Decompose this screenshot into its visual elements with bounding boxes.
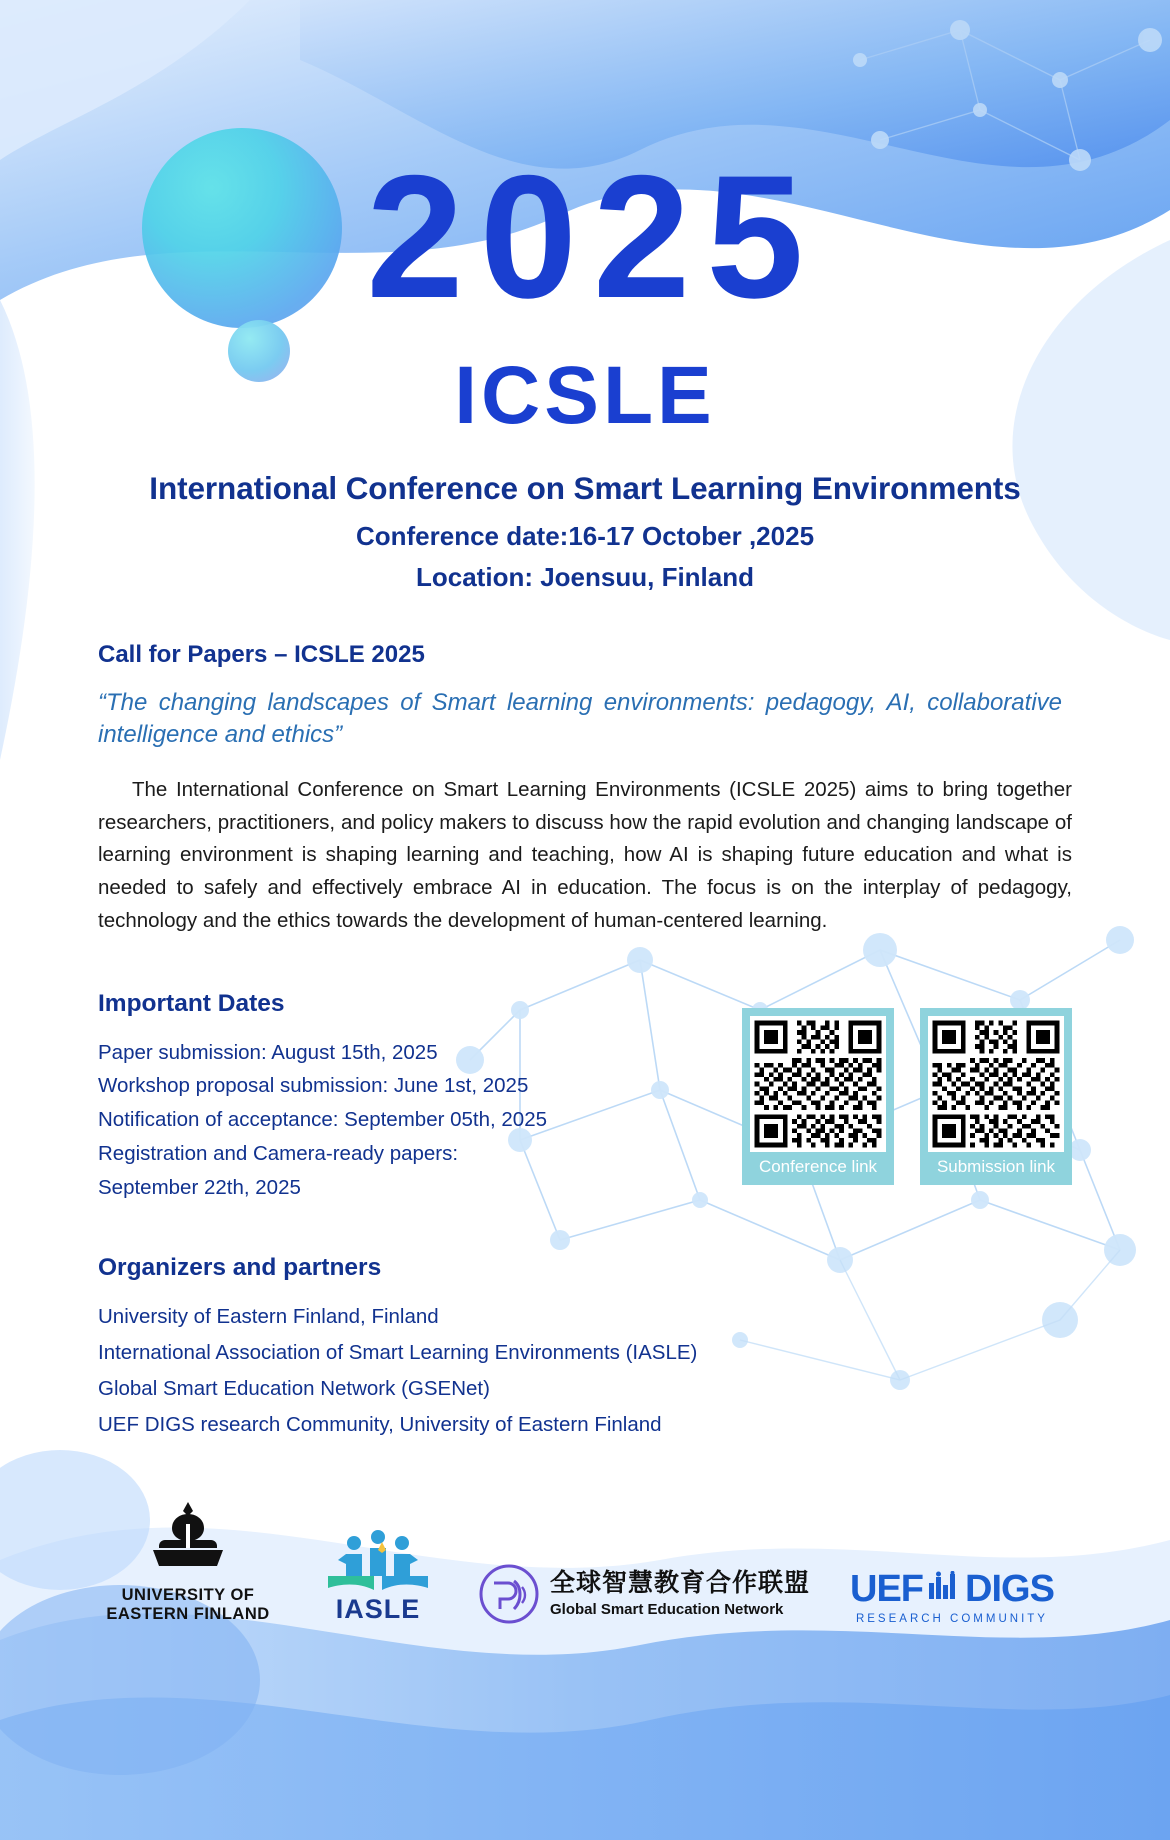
- list-item: Workshop proposal submission: June 1st, 2025: [98, 1074, 529, 1098]
- conference-theme-quote: “The changing landscapes of Smart learning environments: pedagogy, AI, collaborative intelligence and ethics”: [98, 689, 1062, 749]
- people-book-icon: [318, 1530, 438, 1592]
- qr-code-group: [742, 1008, 1072, 1185]
- logo-iasle: [318, 1530, 438, 1625]
- conference-abstract: The International Conference on Smart Learning Environments (ICSLE 2025) aims to bring together researchers, practitioners, and policy makers to discuss how the rapid evolution and changing landscape of learning environment is shaping learning and teaching, how AI is shaping future education and what is needed to safely and effectively embrace AI in education. The focus is on the interplay of pedagogy, technology and the ethics towards the development of human-centered learning.: [98, 777, 1072, 932]
- qr-label-submission: Submission link: [936, 1157, 1056, 1176]
- list-item: September 22th, 2025: [98, 1175, 301, 1199]
- organizers-section: [0, 1254, 1170, 1439]
- logo-uef-line1: UNIVERSITY OF: [121, 1585, 255, 1604]
- logo-uefdigs-subtitle: RESEARCH COMMUNITY: [855, 1613, 1048, 1626]
- gsenet-emblem-icon: [478, 1563, 540, 1625]
- logo-iasle-word: IASLE: [335, 1594, 421, 1625]
- list-item: International Association of Smart Learning Environments (IASLE): [98, 1341, 698, 1365]
- list-item: University of Eastern Finland, Finland: [98, 1305, 439, 1329]
- poster-acronym: ICSLE: [454, 350, 716, 441]
- list-item: Notification of acceptance: September 05th, 2025: [98, 1108, 548, 1132]
- list-item: Registration and Camera-ready papers:: [98, 1141, 459, 1165]
- poster-year: 2025: [366, 140, 820, 335]
- qr-card-conference[interactable]: [742, 1008, 894, 1185]
- logo-gsenet: [478, 1563, 810, 1625]
- logo-gsenet-chinese: 全球智慧教育合作联盟: [550, 1569, 811, 1598]
- logo-university-of-eastern-finland: [98, 1500, 278, 1626]
- partner-logos: [0, 1485, 1170, 1625]
- conference-date: Conference date:16-17 October ,2025: [355, 521, 815, 551]
- call-for-papers-section: [0, 641, 1170, 938]
- qr-code-icon[interactable]: [928, 1016, 1064, 1152]
- organizers-heading: Organizers and partners: [98, 1254, 382, 1282]
- logo-uef-line2: EASTERN FINLAND: [106, 1605, 270, 1624]
- logo-uefdigs-right: DIGS: [965, 1568, 1054, 1611]
- digs-mark-icon: [927, 1568, 961, 1611]
- logo-gsenet-english: Global Smart Education Network: [550, 1600, 784, 1618]
- call-for-papers-heading: Call for Papers – ICSLE 2025: [98, 641, 425, 668]
- conference-location: Location: Joensuu, Finland: [416, 562, 754, 592]
- logo-uef-digs: [850, 1568, 1054, 1625]
- poster-header: [0, 0, 1170, 470]
- list-item: UEF DIGS research Community, University of Eastern Finland: [98, 1412, 662, 1436]
- organizers-list: [98, 1302, 1072, 1439]
- qr-label-conference: Conference link: [758, 1157, 878, 1176]
- qr-code-icon[interactable]: [750, 1016, 886, 1152]
- conference-name: International Conference on Smart Learning Environments: [149, 470, 1021, 506]
- qr-card-submission[interactable]: [920, 1008, 1072, 1185]
- important-dates-heading: Important Dates: [98, 989, 285, 1017]
- book-sprout-icon: [98, 1500, 278, 1580]
- list-item: Paper submission: August 15th, 2025: [98, 1040, 438, 1064]
- list-item: Global Smart Education Network (GSENet): [98, 1376, 490, 1400]
- logo-uefdigs-left: UEF: [850, 1568, 924, 1611]
